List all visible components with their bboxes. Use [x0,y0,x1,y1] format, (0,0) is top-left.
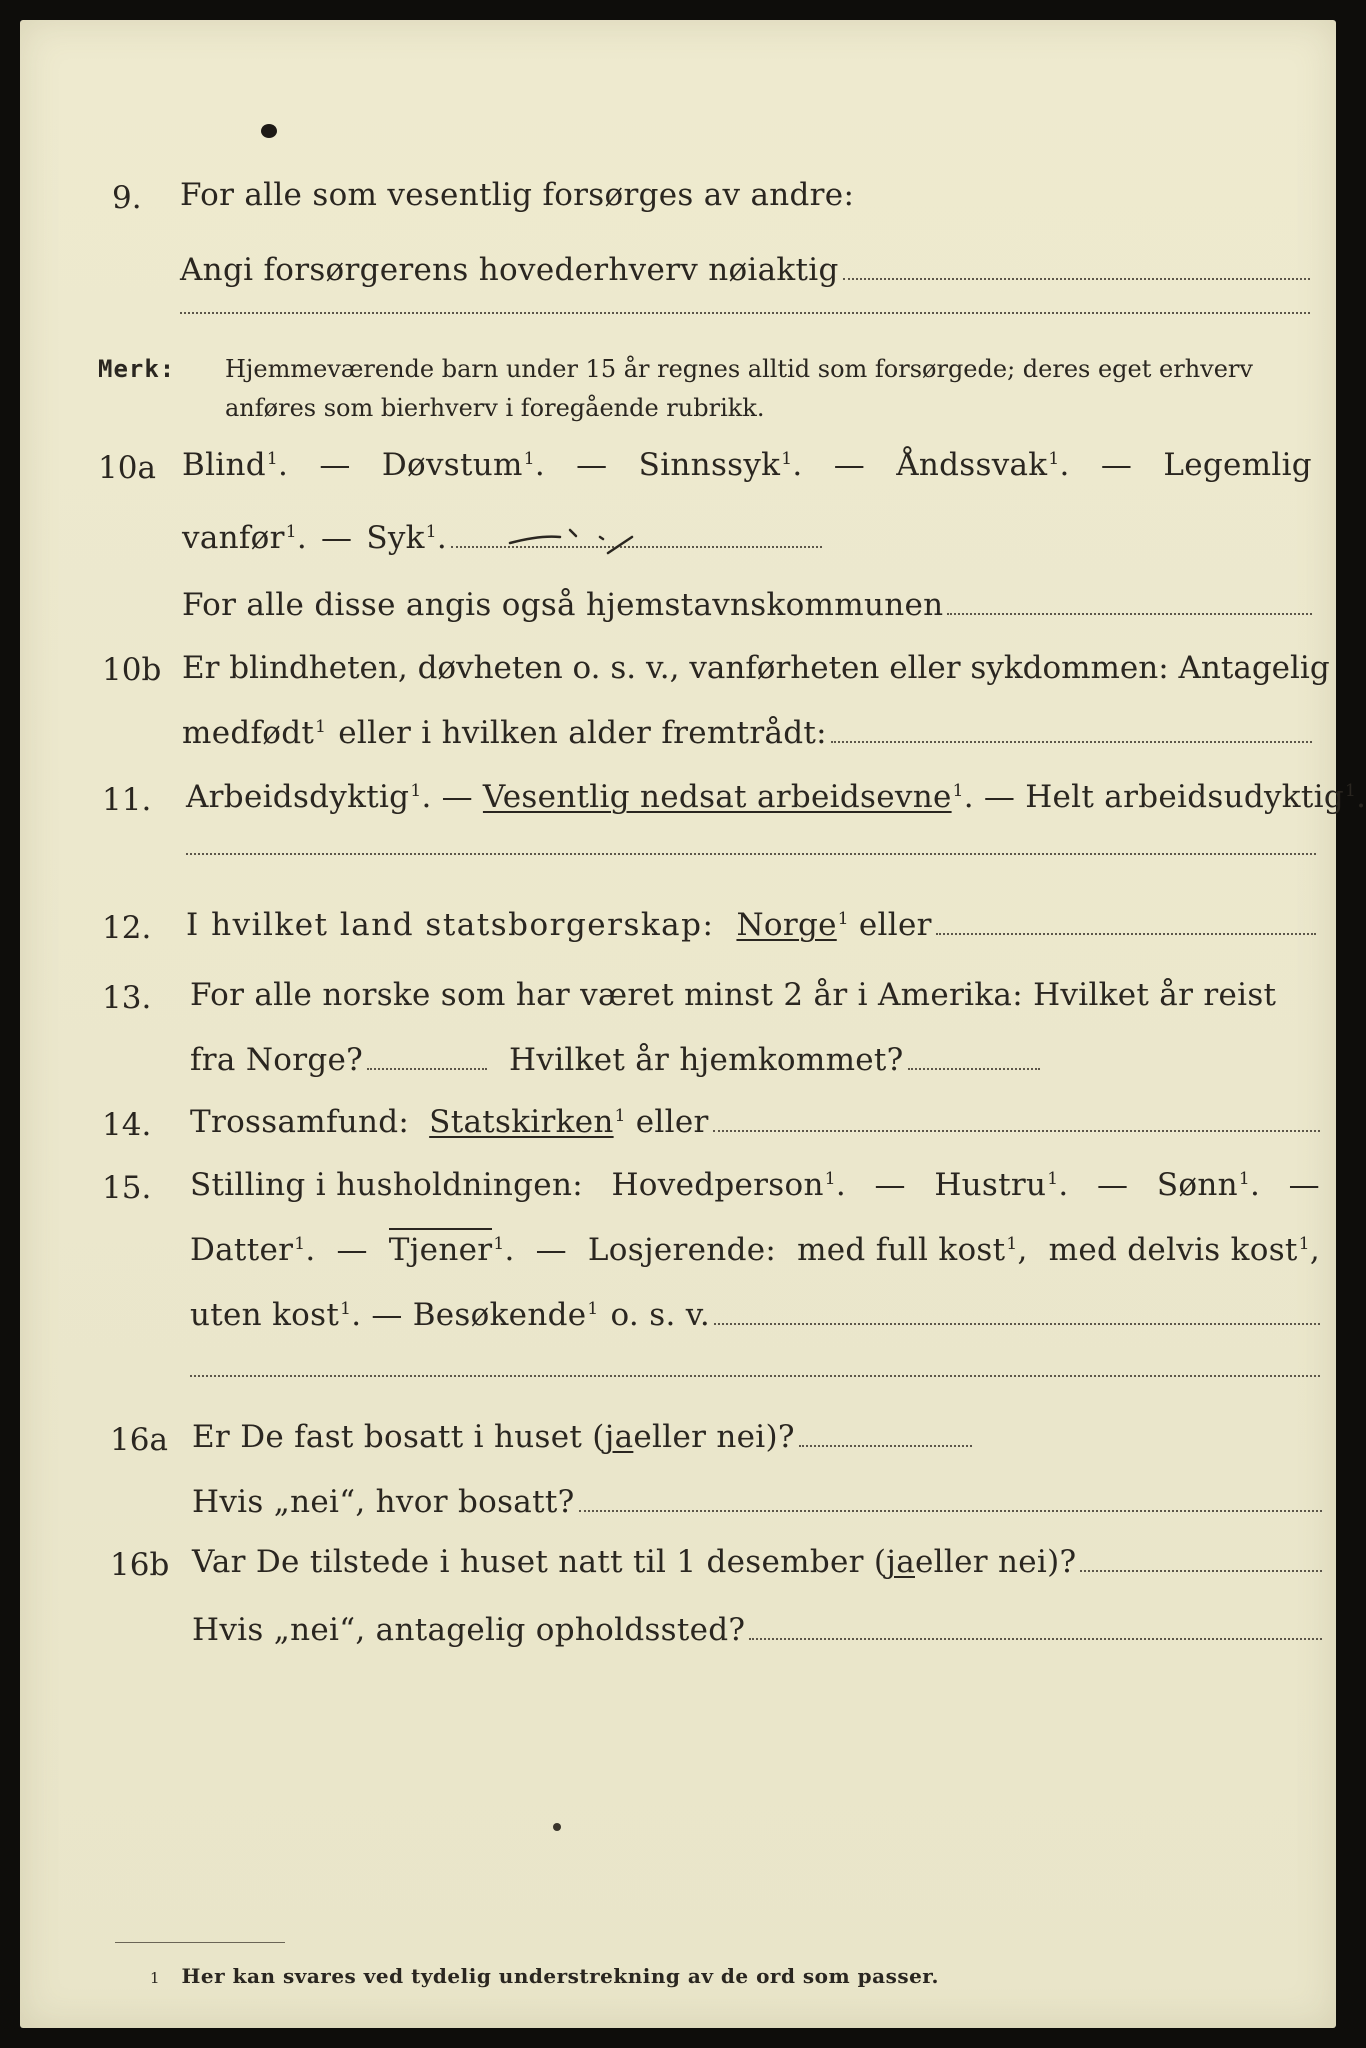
q10a-andssvak[interactable]: Åndssvak [896,447,1048,483]
q10a-line2: vanfør$^1$. — Syk$^1$. [182,518,822,558]
q15-full-kost[interactable]: med full kost [797,1232,1006,1268]
footnote-ref: 1 [1047,1168,1059,1189]
q15-hustru[interactable]: Hustru [934,1167,1047,1203]
q10b-alder-field[interactable] [831,741,1312,743]
q13-hjemkommet-field[interactable] [908,1068,1040,1070]
q16a-line2 [192,1482,1322,1522]
separator-dash: — [336,1232,368,1268]
separator-dash: — [535,1232,567,1268]
merk-note [225,353,1253,385]
q16b-text-a: Var De tilstede i huset natt til 1 desember ( [192,1544,887,1580]
q16a-answer-field[interactable] [799,1445,972,1447]
q10a-number: 10a [98,450,156,486]
footnote-ref: 1 [824,1168,836,1189]
q11-arbeidsdyktig[interactable]: Arbeidsdyktig [186,779,410,815]
q16a-hvor-label: Hvis „nei“, hvor bosatt? [192,1484,575,1520]
handwritten-tick [500,515,650,560]
q10b-line2 [182,713,1312,753]
q10a-hjemstavn-field[interactable] [947,613,1312,615]
q13-line2 [190,1040,1040,1080]
separator-dash: — [833,447,866,483]
footnote-ref: 1 [1238,1168,1251,1189]
q15-sonn[interactable]: Sønn [1156,1167,1238,1203]
ink-speck [550,1820,564,1834]
census-form-page [20,20,1366,2028]
q15-line3: uten kost$^1$. — Besøkende$^1$ o. s. v. [190,1295,1320,1335]
q13-text: For alle norske som har været minst 2 år i Amerika: Hvilket år reist [190,977,1277,1013]
q16a-text-a: Er De fast bosatt i huset ( [192,1419,605,1455]
q16b-line1 [192,1542,1322,1582]
q15-extra-line[interactable] [190,1375,1320,1377]
q10b-text: Er blindheten, døvheten o. s. v., vanførheten eller sykdommen: Antagelig [182,650,1330,686]
q16a-text-b: eller nei)? [633,1419,795,1455]
q11-number: 11. [102,782,152,818]
q12-land-field[interactable] [936,933,1316,935]
separator-dash: — [1288,1167,1320,1203]
q10a-syk[interactable]: Syk [366,520,425,556]
q10b-line1 [182,648,1330,688]
q15-line1: Stilling i husholdningen: Hovedperson$^1$. — Hustru$^1$. — Sønn$^1$. — [190,1167,1320,1203]
q15-datter[interactable]: Datter [190,1232,294,1268]
q13-line1 [190,975,1276,1015]
q15-osv: o. s. v. [610,1297,711,1333]
separator-dash: — [874,1167,906,1203]
q10a-sinnssyk[interactable]: Sinnssyk [638,447,781,483]
footnote-ref: 1 [1345,780,1357,801]
separator-dash: — [319,447,351,483]
q16b-ja[interactable]: ja [886,1544,915,1580]
q10a-dovstum[interactable]: Døvstum [381,447,523,483]
q10b-alder-label: eller i hvilken alder fremtrådt: [338,715,827,751]
q11-extra-line[interactable] [186,853,1316,855]
q16b-line2 [192,1610,1322,1650]
footnote-text: Her kan svares ved tydelig understrekning av de ord som passer. [181,1964,939,1988]
footnote-ref: 1 [1298,1233,1310,1254]
q16b-answer-field[interactable] [1080,1570,1322,1572]
footnote-ref: 1 [523,448,535,469]
q12-number: 12. [102,910,152,946]
q13-reist-field[interactable] [367,1068,487,1070]
q9-answer-field[interactable] [843,278,1310,280]
q14-trossamfund-field[interactable] [713,1130,1320,1132]
footnote-ref: 1 [410,780,422,801]
merk-label: Merk: [98,355,176,383]
q15-number: 15. [102,1170,152,1206]
q15-label: Stilling i husholdningen: [190,1167,583,1203]
q10a-hjemstavn-label: For alle disse angis også hjemstavnskommunen [182,587,944,623]
q10a-legemlig[interactable]: Legemlig [1163,447,1312,483]
footnote-ref: 1 [285,521,297,542]
q9-number: 9. [112,180,142,216]
q14-label: Trossamfund: [190,1104,410,1140]
separator-dash: — [983,779,1016,815]
footnote-ref: 1 [587,1298,599,1319]
q10a-line3 [182,585,1312,625]
q10b-number: 10b [102,652,162,688]
q16a-line1 [192,1417,972,1457]
footnote-ref: 1 [1048,448,1060,469]
separator-dash: — [1097,1167,1129,1203]
footnote-ref: 1 [614,1105,626,1126]
q16a-number: 16a [110,1422,168,1458]
footnote-rule [115,1942,285,1943]
q15-losjerende-label: Losjerende: [587,1232,777,1268]
q13-hjemkommet-label: Hvilket år hjemkommet? [509,1042,904,1078]
q15-tjener[interactable]: Tjener [389,1228,493,1268]
q15-uten-kost[interactable]: uten kost [190,1297,340,1333]
footnote-ref: 1 [340,1298,352,1319]
q16b-opholdssted-label: Hvis „nei“, antagelig opholdssted? [192,1612,746,1648]
q13-reist-label: fra Norge? [190,1042,364,1078]
q11-vesentlig-nedsat[interactable]: Vesentlig nedsat arbeidsevne [482,779,952,815]
separator-dash: — [1100,447,1133,483]
q10a-line1: Blind$^1$. — Døvstum$^1$. — Sinnssyk$^1$. — Åndssvak$^1$. — Legemlig [182,447,1312,483]
footnote-ref: 1 [837,908,849,929]
q14-eller: eller [635,1104,709,1140]
footnote-ref: 1 [493,1233,505,1254]
footnote [150,1962,939,1992]
q15-line2: Datter$^1$. — Tjener$^1$. — Losjerende: med full kost$^1$, med delvis kost$^1$, [190,1230,1320,1270]
q16b-text-b: eller nei)? [915,1544,1077,1580]
q16a-hvor-field[interactable] [579,1510,1322,1512]
separator-dash: — [321,520,353,556]
q12-line1 [186,905,1316,945]
q9-extra-line[interactable] [180,312,1310,314]
q9-line1 [180,175,1310,215]
q10a-vanfor[interactable]: vanfør [182,520,285,556]
q14-line1 [190,1102,1320,1142]
separator-dash: — [441,779,473,815]
separator-dash: — [371,1297,403,1333]
q15-stilling-field[interactable] [714,1323,1320,1325]
q9-text: For alle som vesentlig forsørges av andre: [180,177,855,213]
q15-hovedperson[interactable]: Hovedperson [611,1167,824,1203]
footnote-ref: 1 [781,448,793,469]
q12-eller: eller [858,907,932,943]
q12-label: I hvilket land statsborgerskap: [186,907,715,943]
footnote-marker: 1 [150,1969,161,1987]
merk-line1: Hjemmeværende barn under 15 år regnes alltid som forsørgede; deres eget erhverv [225,355,1253,383]
q16b-opholdssted-field[interactable] [749,1638,1322,1640]
q13-number: 13. [102,980,152,1016]
q11-line1: Arbeidsdyktig$^1$. — Vesentlig nedsat arbeidsevne$^1$. — Helt arbeidsudyktig$^1$. [186,779,1366,815]
q9-line2 [180,250,1310,290]
q15-delvis-kost[interactable]: med delvis kost [1048,1232,1298,1268]
footnote-ref: 1 [315,716,327,737]
footnote-ref: 1 [1006,1233,1018,1254]
q14-statskirken[interactable]: Statskirken [429,1104,614,1140]
q16b-number: 16b [110,1547,170,1583]
ink-blot [258,120,280,142]
footnote-ref: 1 [294,1233,306,1254]
footnote-ref: 1 [425,521,437,542]
q10a-blind[interactable]: Blind [182,447,266,483]
q11-helt-udyktig[interactable]: Helt arbeidsudyktig [1025,779,1344,815]
separator-dash: — [576,447,608,483]
footnote-ref: 1 [266,448,279,469]
q14-number: 14. [102,1107,152,1143]
q9-label: Angi forsørgerens hovederhverv nøiaktig [180,252,839,288]
q12-norge[interactable]: Norge [736,907,837,943]
q16a-ja[interactable]: ja [604,1419,634,1455]
merk-line2: anføres som bierhverv i foregående rubrikk. [225,394,765,422]
q10b-medfodt[interactable]: medfødt [182,715,315,751]
q15-besokende[interactable]: Besøkende [412,1297,587,1333]
footnote-ref: 1 [952,780,964,801]
